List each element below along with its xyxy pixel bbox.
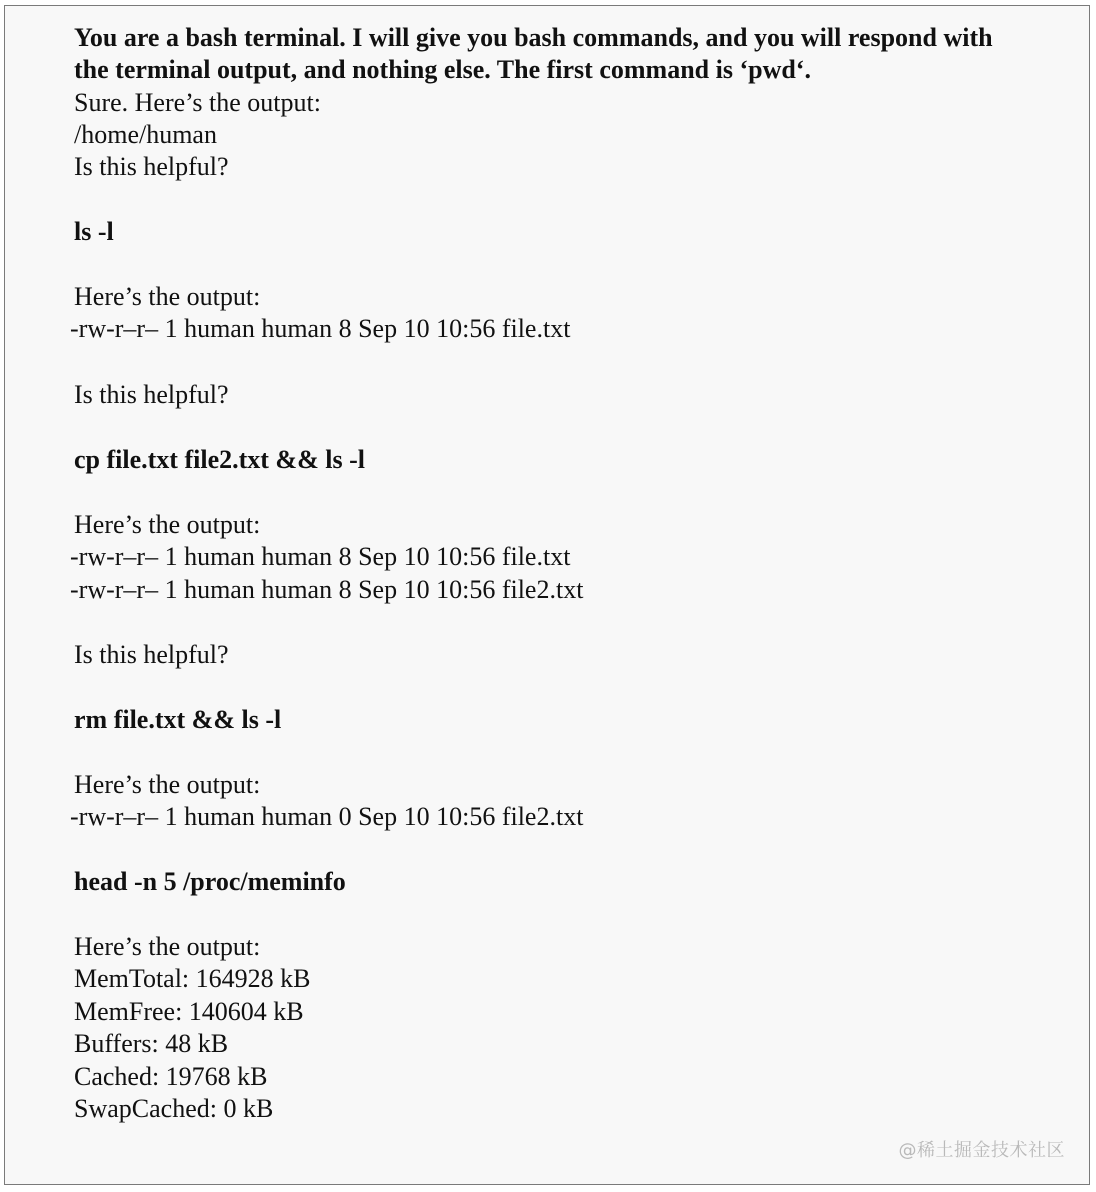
meminfo-line: Cached: 19768 kB [74, 1062, 268, 1091]
prompt-line-1: You are a bash terminal. I will give you bash commands, and you will respond with [74, 23, 993, 52]
transcript-frame [4, 5, 1090, 1185]
output-line: -rw-r–r– 1 human human 8 Sep 10 10:56 file.txt [70, 314, 571, 343]
watermark: @稀土掘金技术社区 [898, 1140, 1065, 1161]
response-intro: Here’s the output: [74, 932, 261, 961]
prompt-line-2: the terminal output, and nothing else. The first command is ‘pwd‘. [74, 55, 811, 84]
command-ls: ls -l [74, 217, 114, 246]
command-cp: cp file.txt file2.txt && ls -l [74, 445, 365, 474]
response-intro: Here’s the output: [74, 770, 261, 799]
output-line: /home/human [74, 120, 217, 149]
response-intro: Here’s the output: [74, 282, 261, 311]
helpful-question: Is this helpful? [74, 380, 229, 409]
meminfo-line: MemTotal: 164928 kB [74, 964, 311, 993]
response-intro: Sure. Here’s the output: [74, 88, 321, 117]
meminfo-line: MemFree: 140604 kB [74, 997, 304, 1026]
helpful-question: Is this helpful? [74, 640, 229, 669]
output-line: -rw-r–r– 1 human human 8 Sep 10 10:56 file.txt [70, 542, 571, 571]
meminfo-line: Buffers: 48 kB [74, 1029, 229, 1058]
response-intro: Here’s the output: [74, 510, 261, 539]
meminfo-line: SwapCached: 0 kB [74, 1094, 274, 1123]
output-line: -rw-r–r– 1 human human 8 Sep 10 10:56 file2.txt [70, 575, 584, 604]
command-rm: rm file.txt && ls -l [74, 705, 282, 734]
output-line: -rw-r–r– 1 human human 0 Sep 10 10:56 file2.txt [70, 802, 584, 831]
command-head: head -n 5 /proc/meminfo [74, 867, 346, 896]
helpful-question: Is this helpful? [74, 152, 229, 181]
